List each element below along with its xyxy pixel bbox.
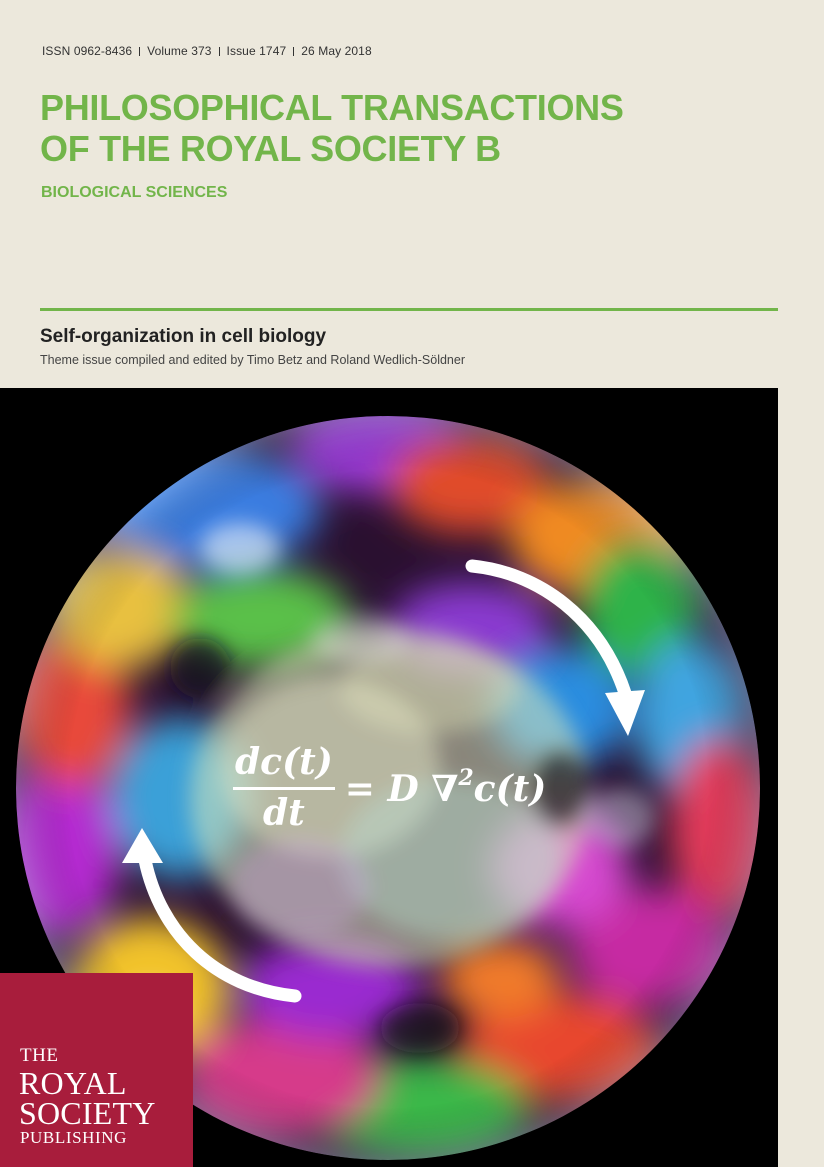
separator [139,47,140,56]
equation-numerator: dc(t) [235,741,333,783]
logo-line-the: THE [20,1045,59,1066]
journal-title [40,87,624,169]
logo-line-royal: ROYAL [19,1065,127,1101]
theme-issue-title: Self-organization in cell biology [40,326,327,347]
diffusion-equation [233,741,546,834]
equation-right-side [345,765,547,810]
royal-society-publishing-logo [0,973,193,1167]
divider [40,308,778,311]
equation-rhs-start: = D ∇ [344,768,459,810]
equation-denominator: dt [262,792,305,834]
equation-rhs-end: c(t) [473,768,547,810]
separator [293,47,294,56]
logo-line-publishing: PUBLISHING [20,1128,128,1147]
theme-issue-editors: Theme issue compiled and edited by Timo Betz and Roland Wedlich-Söldner [40,353,465,367]
issue-number: Issue 1747 [226,44,287,58]
equation-exponent: 2 [458,765,474,791]
equation-fraction [233,741,335,834]
separator [219,47,220,56]
journal-title-line-1: PHILOSOPHICAL TRANSACTIONS [40,87,624,128]
journal-title-line-2: OF THE ROYAL SOCIETY B [40,128,501,169]
issue-metadata [42,44,372,58]
volume: Volume 373 [147,44,212,58]
issn: ISSN 0962-8436 [42,44,133,58]
issue-date: 26 May 2018 [301,44,372,58]
logo-line-society: SOCIETY [19,1095,156,1131]
journal-subtitle: BIOLOGICAL SCIENCES [41,184,228,201]
